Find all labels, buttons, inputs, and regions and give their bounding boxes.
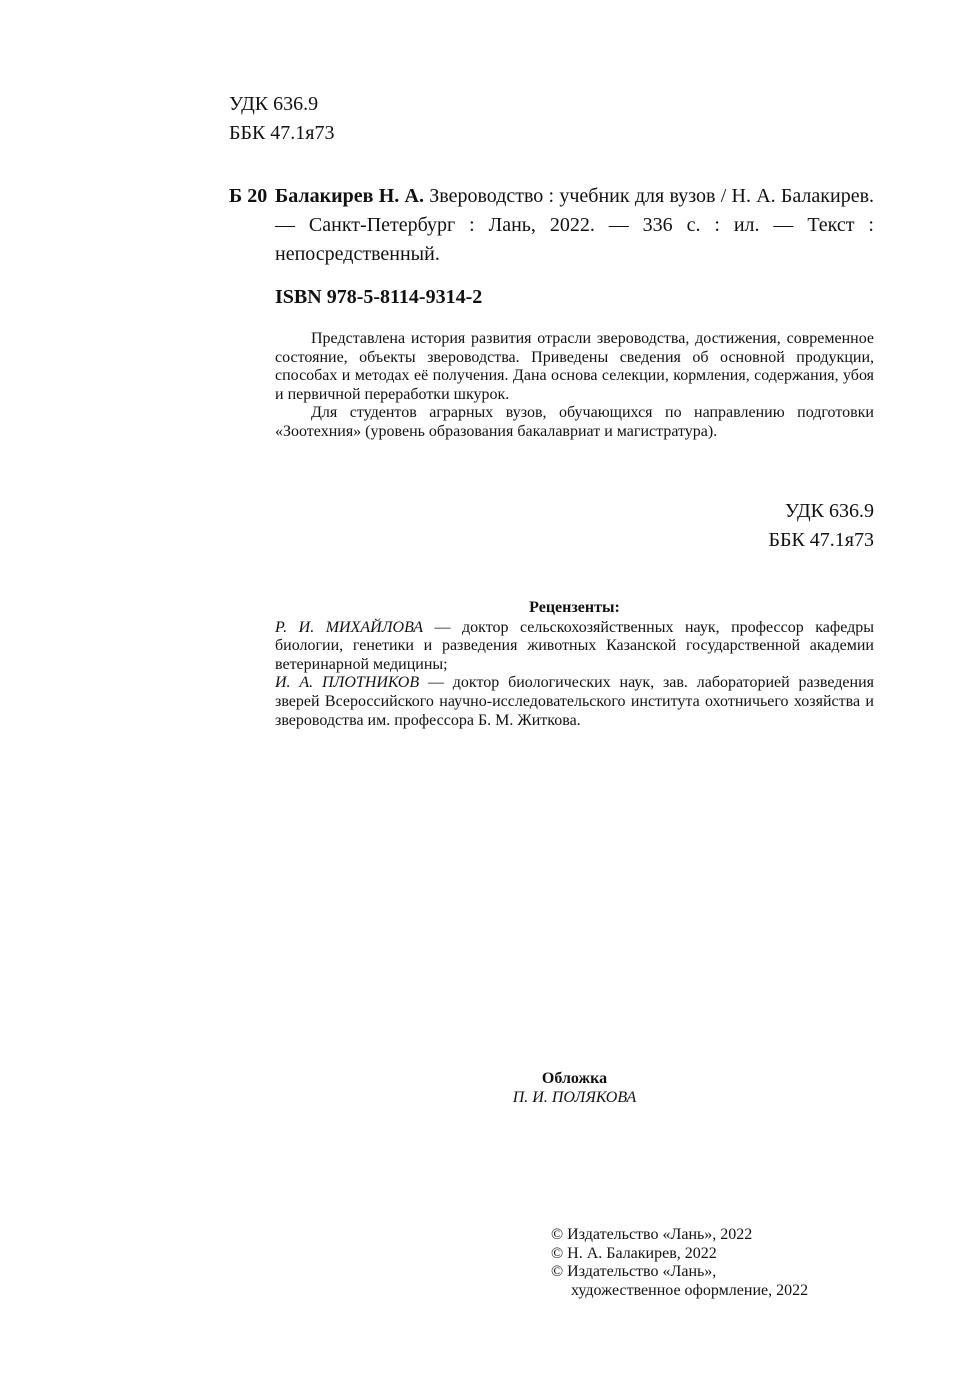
udk-code: УДК 636.9	[784, 500, 874, 522]
copyright-line: художественное оформление, 2022	[571, 1281, 809, 1299]
author-name: Балакирев Н. А.	[275, 185, 424, 207]
reviewer-entry	[275, 619, 874, 675]
reviewer-description: — доктор биологических наук, зав. лабораторией разведения зверей Всероссийского научно-исследовательского института охотничьего хозяйства и звероводства им. профессора Б. М. Житкова.	[275, 674, 875, 729]
bibliographic-details: Звероводство : учебник для вузов / Н. А. Балакирев. — Санкт-Петербург : Лань, 2022. — 336 с. : ил. — Текст : непосредственный.	[275, 185, 875, 265]
cover-credit	[275, 1070, 874, 1107]
reviewer-name: Р. И. МИХАЙЛОВА	[275, 618, 424, 636]
reviewer-name: И. А. ПЛОТНИКОВ	[275, 674, 420, 692]
copyright-line: © Издательство «Лань», 2022	[551, 1226, 753, 1243]
reviewer-description: — доктор сельскохозяйственных наук, профессор кафедры биологии, генетики и разведения животных Казанской государственной академии ветеринарной медицины;	[275, 618, 875, 673]
udk-block-top	[229, 90, 335, 148]
udk-code: УДК 636.9	[229, 93, 319, 115]
cover-title: Обложка	[541, 1070, 608, 1087]
annotation-paragraph: Для студентов аграрных вузов, обучающихся по направлению подготовки «Зоотехния» (уровень образования бакалавриат и магистратура).	[275, 404, 874, 440]
bibliographic-description	[275, 182, 874, 269]
reviewers-title: Рецензенты:	[529, 599, 620, 616]
annotation	[275, 330, 874, 442]
copyright-line: © Издательство «Лань»,	[551, 1263, 717, 1281]
author-mark: Б 20	[229, 185, 268, 207]
bbk-code: ББК 47.1я73	[229, 122, 335, 144]
reviewer-entry	[275, 674, 874, 730]
annotation-paragraph: Представлена история развития отрасли звероводства, достижения, современное состояние, объекты звероводства. Приведены сведения об основной продукции, способах и методах её получения. Дана основа селекции, кормления, содержания, убоя и первичной переработки шкурок.	[275, 330, 874, 403]
reviewers-section	[275, 599, 874, 730]
cover-designer: П. И. ПОЛЯКОВА	[512, 1088, 637, 1106]
bbk-code: ББК 47.1я73	[768, 529, 874, 551]
copyright-block	[551, 1226, 808, 1300]
bibliographic-record	[229, 182, 874, 269]
copyright-line: © Н. А. Балакирев, 2022	[551, 1244, 717, 1262]
udk-block-right	[700, 497, 874, 555]
isbn: ISBN 978-5-8114-9314-2	[275, 286, 483, 308]
